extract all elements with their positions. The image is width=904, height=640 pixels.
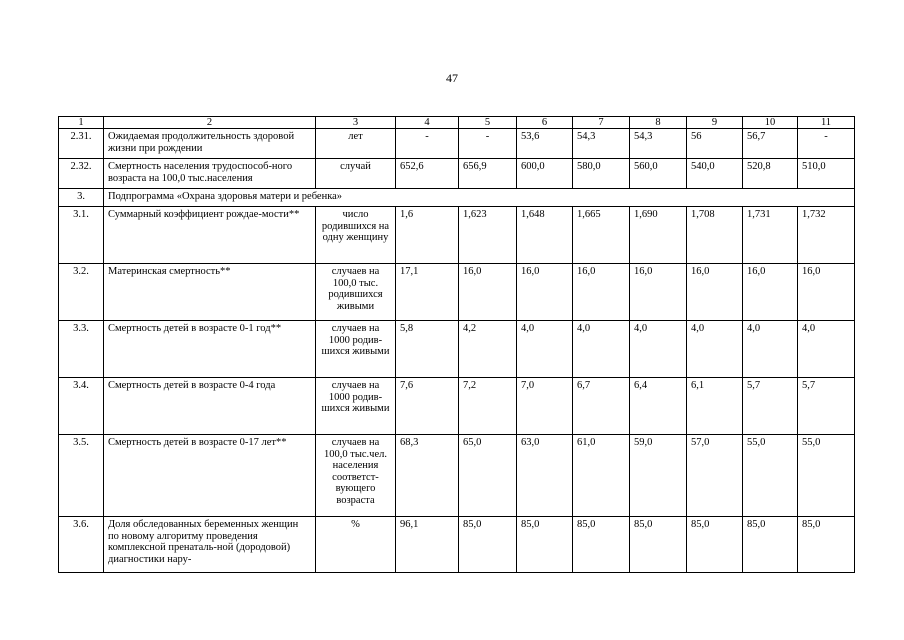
value-cell: 56 [687,129,743,159]
value-cell: 65,0 [459,435,517,517]
value-cell: 61,0 [573,435,630,517]
column-header: 2 [104,117,316,129]
value-cell: 56,7 [743,129,798,159]
value-cell: 6,4 [630,378,687,435]
value-cell: 55,0 [798,435,855,517]
value-cell: 656,9 [459,159,517,189]
value-cell: 16,0 [743,264,798,321]
value-cell: 53,6 [517,129,573,159]
indicator-name: Смертность детей в возрасте 0-17 лет** [104,435,316,517]
value-cell: 16,0 [459,264,517,321]
column-header: 3 [316,117,396,129]
unit: случаев на 100,0 тыс.чел. населения соответст-вующего возраста [316,435,396,517]
value-cell: - [459,129,517,159]
value-cell: 1,708 [687,207,743,264]
row-id: 3.1. [59,207,104,264]
value-cell: 560,0 [630,159,687,189]
value-cell: 85,0 [743,517,798,573]
column-header: 5 [459,117,517,129]
value-cell: 6,7 [573,378,630,435]
value-cell: 68,3 [396,435,459,517]
table-row [59,159,855,189]
value-cell: 5,7 [743,378,798,435]
value-cell: 1,690 [630,207,687,264]
indicator-name: Суммарный коэффициент рождае-мости** [104,207,316,264]
row-id: 3.4. [59,378,104,435]
value-cell: 16,0 [687,264,743,321]
value-cell: 16,0 [517,264,573,321]
value-cell: 1,6 [396,207,459,264]
value-cell: 1,665 [573,207,630,264]
value-cell: 600,0 [517,159,573,189]
table-row [59,321,855,378]
section-row [59,189,855,207]
row-id: 2.31. [59,129,104,159]
value-cell: 85,0 [459,517,517,573]
value-cell: 5,8 [396,321,459,378]
value-cell: 1,731 [743,207,798,264]
column-header: 9 [687,117,743,129]
value-cell: 17,1 [396,264,459,321]
value-cell: 7,0 [517,378,573,435]
column-header: 8 [630,117,687,129]
column-header: 6 [517,117,573,129]
value-cell: 54,3 [630,129,687,159]
value-cell: 1,623 [459,207,517,264]
value-cell: 57,0 [687,435,743,517]
value-cell: - [798,129,855,159]
value-cell: 4,2 [459,321,517,378]
value-cell: 55,0 [743,435,798,517]
value-cell: 16,0 [630,264,687,321]
value-cell: 510,0 [798,159,855,189]
value-cell: 4,0 [798,321,855,378]
value-cell: 16,0 [798,264,855,321]
value-cell: 4,0 [517,321,573,378]
indicator-name: Доля обследованных беременных женщин по новому алгоритму проведения комплексной пренаталь-ной (дородовой) диагностики нару- [104,517,316,573]
value-cell: 85,0 [517,517,573,573]
column-number-row [59,117,855,129]
page-number: 47 [446,71,458,85]
value-cell: - [396,129,459,159]
section-title: Подпрограмма «Охрана здоровья матери и ребенка» [104,189,855,207]
value-cell: 96,1 [396,517,459,573]
column-header: 10 [743,117,798,129]
row-id: 3.3. [59,321,104,378]
table-row [59,264,855,321]
indicator-name: Смертность детей в возрасте 0-4 года [104,378,316,435]
value-cell: 54,3 [573,129,630,159]
value-cell: 4,0 [630,321,687,378]
value-cell: 4,0 [743,321,798,378]
column-header: 1 [59,117,104,129]
column-header: 7 [573,117,630,129]
value-cell: 1,648 [517,207,573,264]
value-cell: 63,0 [517,435,573,517]
unit: число родившихся на одну женщину [316,207,396,264]
value-cell: 540,0 [687,159,743,189]
unit: случай [316,159,396,189]
unit: случаев на 100,0 тыс. родившихся живыми [316,264,396,321]
value-cell: 59,0 [630,435,687,517]
column-header: 11 [798,117,855,129]
indicator-name: Ожидаемая продолжительность здоровой жизни при рождении [104,129,316,159]
value-cell: 7,6 [396,378,459,435]
row-id: 3.2. [59,264,104,321]
value-cell: 85,0 [687,517,743,573]
value-cell: 16,0 [573,264,630,321]
row-id: 3.5. [59,435,104,517]
column-header: 4 [396,117,459,129]
indicators-table [58,116,855,573]
value-cell: 580,0 [573,159,630,189]
value-cell: 4,0 [573,321,630,378]
value-cell: 85,0 [573,517,630,573]
row-id: 3. [59,189,104,207]
table-row [59,129,855,159]
row-id: 2.32. [59,159,104,189]
unit: случаев на 1000 родив-шихся живыми [316,321,396,378]
indicator-name: Материнская смертность** [104,264,316,321]
table-row [59,378,855,435]
value-cell: 4,0 [687,321,743,378]
value-cell: 520,8 [743,159,798,189]
value-cell: 652,6 [396,159,459,189]
value-cell: 1,732 [798,207,855,264]
row-id: 3.6. [59,517,104,573]
indicator-name: Смертность населения трудоспособ-ного возраста на 100,0 тыс.населения [104,159,316,189]
value-cell: 7,2 [459,378,517,435]
value-cell: 6,1 [687,378,743,435]
table-row [59,517,855,573]
table-row [59,435,855,517]
indicator-name: Смертность детей в возрасте 0-1 год** [104,321,316,378]
unit: случаев на 1000 родив-шихся живыми [316,378,396,435]
table-row [59,207,855,264]
value-cell: 85,0 [798,517,855,573]
unit: лет [316,129,396,159]
unit: % [316,517,396,573]
value-cell: 5,7 [798,378,855,435]
value-cell: 85,0 [630,517,687,573]
